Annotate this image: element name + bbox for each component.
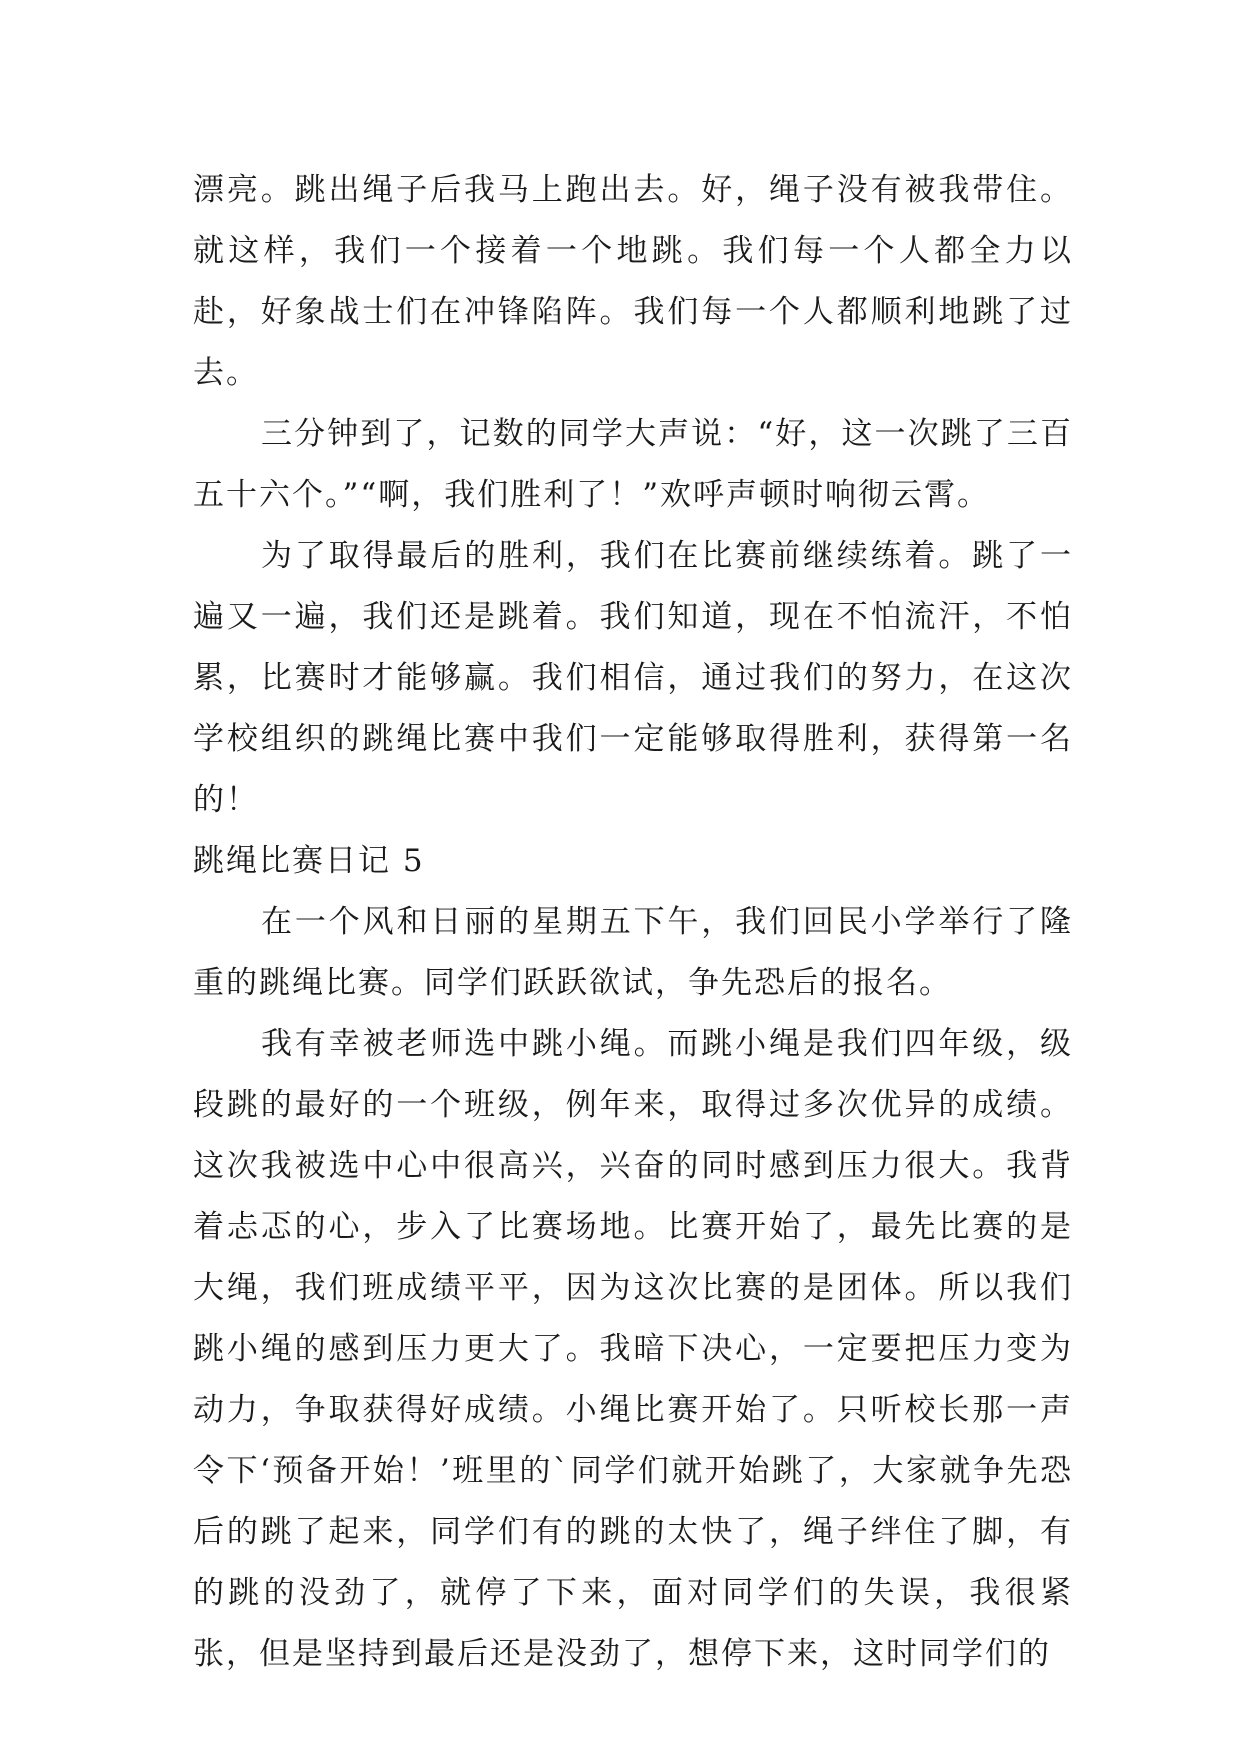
document-body <box>193 160 1073 1685</box>
paragraph-1: 漂亮。跳出绳子后我马上跑出去。好，绳子没有被我带住。就这样，我们一个接着一个地跳。我们每一个人都全力以赴，好象战士们在冲锋陷阵。我们每一个人都顺利地跳了过去。 <box>193 172 1073 391</box>
section-heading: 跳绳比赛日记 5 <box>193 843 425 879</box>
paragraph-5: 我有幸被老师选中跳小绳。而跳小绳是我们四年级，级段跳的最好的一个班级，例年来，取得过多次优异的成绩。这次我被选中心中很高兴，兴奋的同时感到压力很大。我背着忐忑的心，步入了比赛场地。比赛开始了，最先比赛的是大绳，我们班成绩平平，因为这次比赛的是团体。所以我们跳小绳的感到压力更大了。我暗下决心，一定要把压力变为动力，争取获得好成绩。小绳比赛开始了。只听校长那一声令下‘预备开始！’班里的`同学们就开始跳了，大家就争先恐后的跳了起来，同学们有的跳的太快了，绳子绊住了脚，有的跳的没劲了，就停了下来，面对同学们的失误，我很紧张，但是坚持到最后还是没劲了，想停下来，这时同学们的 <box>193 1026 1073 1672</box>
paragraph-3: 为了取得最后的胜利，我们在比赛前继续练着。跳了一遍又一遍，我们还是跳着。我们知道，现在不怕流汗，不怕累，比赛时才能够赢。我们相信，通过我们的努力，在这次学校组织的跳绳比赛中我们一定能够取得胜利，获得第一名的！ <box>193 538 1073 818</box>
paragraph-2: 三分钟到了，记数的同学大声说：“好，这一次跳了三百五十六个。”“啊，我们胜利了！”欢呼声顿时响彻云霄。 <box>193 416 1073 513</box>
paragraph-4: 在一个风和日丽的星期五下午，我们回民小学举行了隆重的跳绳比赛。同学们跃跃欲试，争先恐后的报名。 <box>193 904 1073 1001</box>
